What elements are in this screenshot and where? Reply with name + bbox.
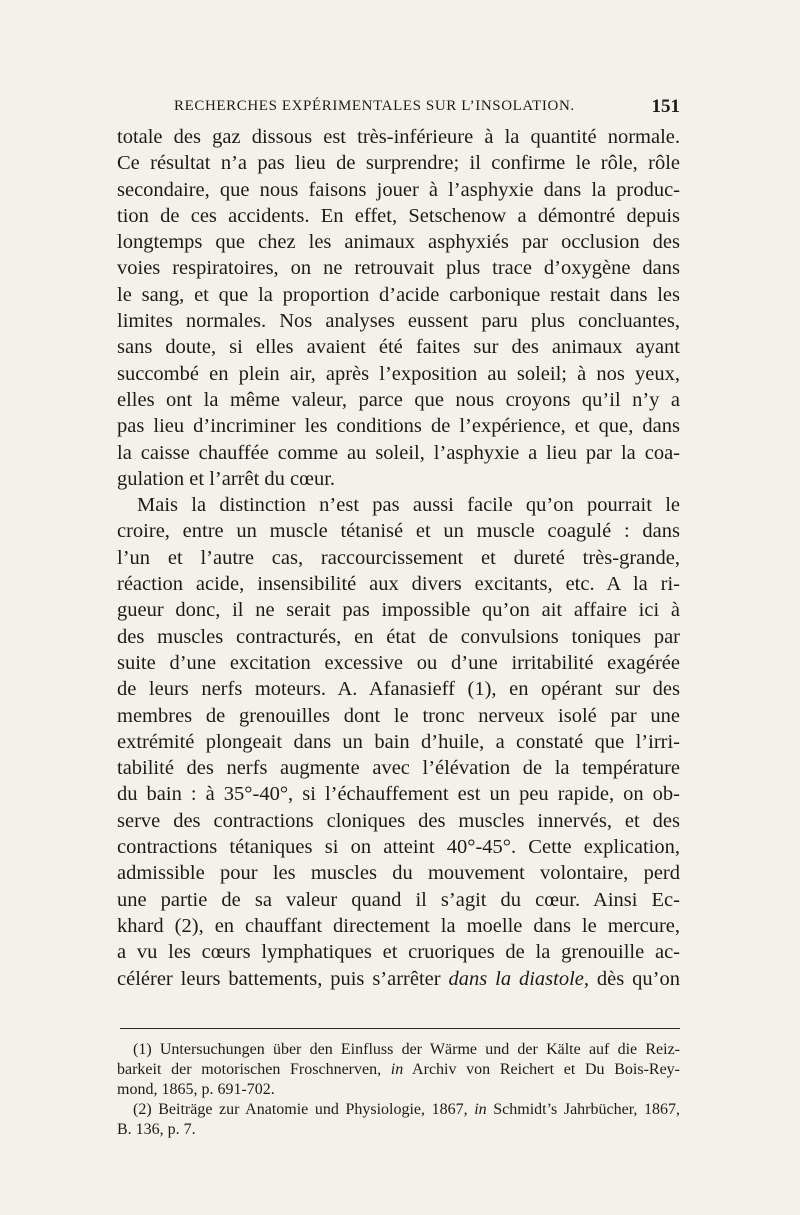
text-line: tabilité des nerfs augmente avec l’élévation de la température — [117, 757, 680, 780]
text-line: limites normales. Nos analyses eussent paru plus concluantes, — [117, 310, 680, 333]
text-line: longtemps que chez les animaux asphyxiés par occlusion des — [117, 231, 680, 254]
text-line: croire, entre un muscle tétanisé et un muscle coagulé : dans — [117, 520, 680, 543]
text-line: voies respiratoires, on ne retrouvait plus trace d’oxygène dans — [117, 257, 680, 280]
text-line-with-italic — [117, 966, 680, 992]
text-line: succombé en plein air, après l’exposition au soleil; à nos yeux, — [117, 362, 680, 385]
text-line: tion de ces accidents. En effet, Setschenow a démontré depuis — [117, 204, 680, 227]
text-line: sans doute, si elles avaient été faites sur des animaux ayant — [117, 336, 680, 359]
text-line: suite d’une excitation excessive ou d’une irritabilité exagérée — [117, 651, 680, 674]
text-segment: dès qu’on — [589, 967, 680, 990]
text-line: le sang, et que la proportion d’acide carbonique restait dans les — [117, 283, 680, 306]
text-line: réaction acide, insensibilité aux divers excitants, etc. A la ri- — [117, 573, 680, 596]
text-line: gueur donc, il ne serait pas impossible qu’on ait affaire ici à — [117, 599, 680, 622]
paragraph-end-line: gulation et l’arrêt du cœur. — [117, 467, 336, 490]
text-line: la caisse chauffée comme au soleil, l’asphyxie a lieu par la coa- — [117, 441, 680, 464]
italic-text: in — [474, 1101, 487, 1118]
body-text — [117, 124, 680, 992]
text-line: l’un et l’autre cas, raccourcissement et dureté très-grande, — [117, 546, 680, 569]
footnote-1-line: (1) Untersuchungen über den Einfluss der Wärme und der Kälte auf die Reiz- — [133, 1041, 680, 1058]
text-line: Ce résultat n’a pas lieu de surprendre; il confirme le rôle, rôle — [117, 152, 680, 175]
text-line: secondaire, que nous faisons jouer à l’asphyxie dans la produc- — [117, 178, 680, 201]
text-line: de leurs nerfs moteurs. A. Afanasieff (1), en opérant sur des — [117, 678, 680, 701]
text-line: admissible pour les muscles du mouvement volontaire, perd — [117, 862, 680, 885]
italic-text: dans la diastole, — [448, 967, 590, 990]
text-line: membres de grenouilles dont le tronc nerveux isolé par une — [117, 704, 680, 727]
footnote-1-line — [117, 1060, 680, 1080]
text-line: du bain : à 35°-40°, si l’échauffement est un peu rapide, on ob- — [117, 783, 680, 806]
footnote-divider — [120, 1028, 680, 1029]
page-number: 151 — [651, 96, 680, 117]
text-line: khard (2), en chauffant directement la moelle dans le mercure, — [117, 914, 680, 937]
footnote-2-line — [117, 1100, 680, 1120]
footnotes — [117, 1040, 680, 1140]
text-segment: Archiv von Reichert et Du Bois-Rey- — [403, 1061, 681, 1078]
text-line: elles ont la même valeur, parce que nous croyons qu’il n’y a — [117, 388, 680, 411]
text-line: des muscles contracturés, en état de convulsions toniques par — [117, 625, 680, 648]
text-line: pas lieu d’incriminer les conditions de l’expérience, et que, dans — [117, 415, 680, 438]
text-line: a vu les cœurs lymphatiques et cruoriques de la grenouille ac- — [117, 941, 680, 964]
text-line: une partie de sa valeur quand il s’agit du cœur. Ainsi Ec- — [117, 888, 680, 911]
text-line: contractions tétaniques si on atteint 40°-45°. Cette explication, — [117, 836, 680, 859]
text-line: extrémité plongeait dans un bain d’huile, a constaté que l’irri- — [117, 730, 680, 753]
running-title: RECHERCHES EXPÉRIMENTALES SUR L’INSOLATION. — [174, 98, 575, 114]
footnote-1-line: mond, 1865, p. 691-702. — [117, 1081, 275, 1098]
text-segment: barkeit der motorischen Froschnerven, — [117, 1061, 391, 1078]
page-header — [174, 98, 680, 120]
text-segment: Schmidt’s Jahrbücher, 1867, — [486, 1101, 680, 1118]
paragraph-start-line: Mais la distinction n’est pas aussi facile qu’on pourrait le — [137, 494, 680, 517]
text-segment: (2) Beiträge zur Anatomie und Physiologie, 1867, — [133, 1101, 475, 1118]
footnote-2-line: B. 136, p. 7. — [117, 1121, 196, 1138]
text-segment: célérer leurs battements, puis s’arrêter — [117, 967, 449, 990]
italic-text: in — [390, 1061, 404, 1078]
text-line: serve des contractions cloniques des muscles innervés, et des — [117, 809, 680, 832]
text-line: totale des gaz dissous est très-inférieure à la quantité normale. — [117, 126, 680, 148]
